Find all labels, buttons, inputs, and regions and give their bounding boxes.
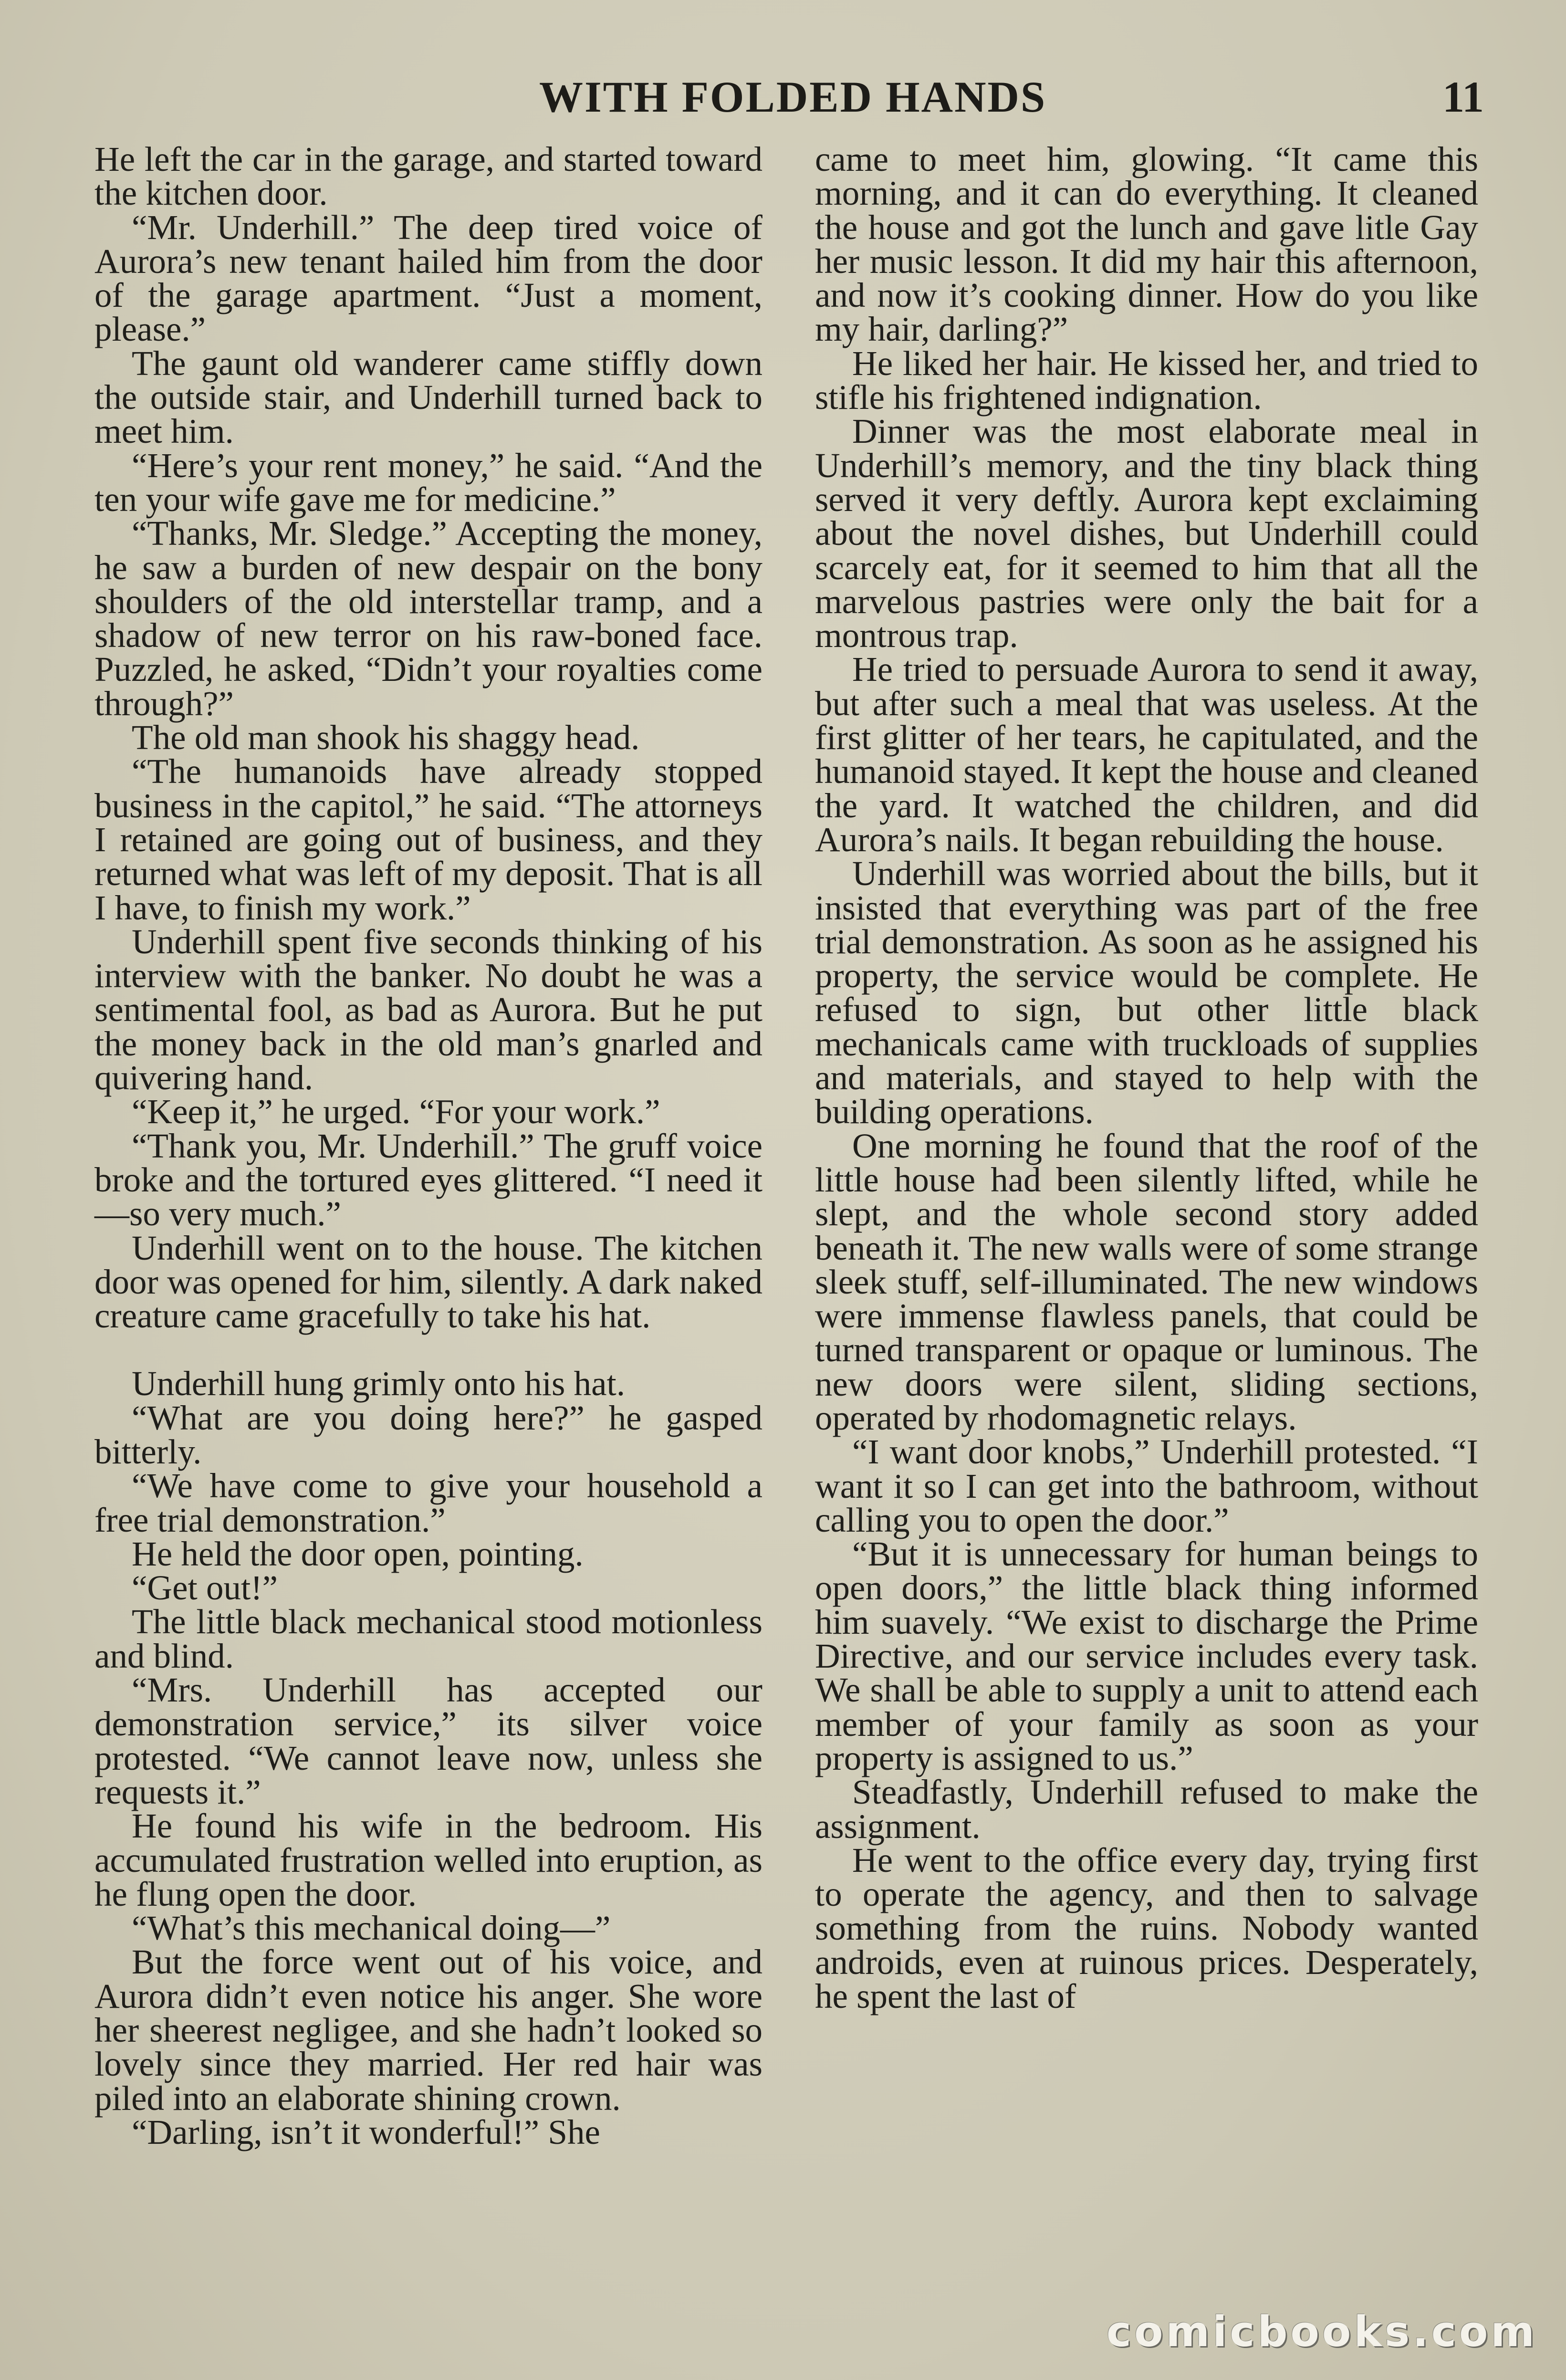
paragraph: “Get out!” [132,1568,278,1608]
paragraph: One morning he found that the roof of the little house had been silently lifted, while he slept, and the whole second story added beneath it. The new walls were of some strange sleek stuff, self-illuminated. The new windows were immense flawless panels, that could be turned transparent or opaque or luminous. The new doors were silent, sliding sections, operated by rhodomagnetic relays. [815,1126,1478,1437]
running-title: WITH FOLDED HANDS [539,73,1047,121]
page-number: 11 [1442,73,1484,121]
paragraph: “Thanks, Mr. Sledge.” Accepting the money, he saw a burden of new despair on the bony shoulders of the old interstellar tramp, and a shadow of new terror on his raw-boned face. Puzzled, he asked, “Didn’t your royalties come through?” [94,514,762,723]
paragraph: He held the door open, pointing. [132,1534,584,1573]
paragraph: “The humanoids have already stopped business in the capitol,” he said. “The attorneys I retained are going out of business, and they returned what was left of my deposit. That is all I have, to finish my work.” [94,752,762,927]
paragraph: “Keep it,” he urged. “For your work.” [132,1092,660,1131]
paragraph: Underhill went on to the house. The kitchen door was opened for him, silently. A dark naked creature came gracefully to take his hat. [94,1228,762,1336]
paragraph: Underhill was worried about the bills, but it insisted that everything was part of the free trial demonstration. As soon as he assigned his property, the service would be complete. He refused to sign, but other little black mechanicals came with truckloads of supplies and materials, and stayed to help with the building operations. [815,854,1478,1131]
right-text-column [815,140,1478,2016]
paragraph: “Darling, isn’t it wonderful!” She [132,2112,600,2151]
left-text-column [94,142,762,2149]
paragraph: Underhill hung grimly onto his hat. [132,1364,626,1403]
paragraph: Dinner was the most elaborate meal in Underhill’s memory, and the tiny black thing served it very deftly. Aurora kept exclaiming about the novel dishes, but Underhill could scarcely eat, for it seemed to him that all the marvelous pastries were only the bait for a montrous trap. [815,412,1478,655]
paragraph: But the force went out of his voice, and Aurora didn’t even notice his anger. She wore her sheerest negligee, and she hadn’t looked so lovely since they married. Her red hair was piled into an elaborate shining crown. [94,1942,762,2118]
paragraph: “Mr. Underhill.” The deep tired voice of Aurora’s new tenant hailed him from the door of the garage apartment. “Just a moment, please.” [94,208,762,349]
paragraph: The gaunt old wanderer came stiffly down the outside stair, and Underhill turned back to meet him. [94,344,762,451]
paragraph: The little black mechanical stood motionless and blind. [94,1602,762,1675]
paragraph: He left the car in the garage, and started toward the kitchen door. [94,140,762,213]
paragraph: He went to the office every day, trying first to operate the agency, and then to salvage something from the ruins. Nobody wanted androids, even at ruinous prices. Desperately, he spent the last of [815,1840,1478,2016]
paragraph: “Thank you, Mr. Underhill.” The gruff voice broke and the tortured eyes glittered. “I need it—so very much.” [94,1126,762,1233]
paragraph: “But it is unnecessary for human beings to open doors,” the little black thing informed him suavely. “We exist to discharge the Prime Directive, and our service includes every task. We shall be able to supply a unit to attend each member of your family as soon as your property is assigned to us.” [815,1534,1478,1777]
site-watermark: comicbooks.com [1106,2307,1537,2356]
paragraph: “What are you doing here?” he gasped bitterly. [94,1398,762,1471]
paragraph: “Here’s your rent money,” he said. “And the ten your wife gave me for medicine.” [94,446,762,519]
paragraph: “I want door knobs,” Underhill protested. “I want it so I can get into the bathroom, without calling you to open the door.” [815,1432,1478,1539]
paragraph: He liked her hair. He kissed her, and tried to stifle his frightened indignation. [815,344,1478,417]
paragraph: “Mrs. Underhill has accepted our demonstration service,” its silver voice protested. “We cannot leave now, unless she requests it.” [94,1670,762,1811]
section-break [94,1333,762,1367]
paragraph: “We have come to give your household a free trial demonstration.” [94,1466,762,1539]
paragraph: He tried to persuade Aurora to send it away, but after such a meal that was useless. At the first glitter of her tears, he capitulated, and the humanoid stayed. It kept the house and cleaned the yard. It watched the children, and did Aurora’s nails. It began rebuilding the house. [815,650,1478,859]
paragraph: came to meet him, glowing. “It came this morning, and it can do everything. It cleaned the house and got the lunch and gave litle Gay her music lesson. It did my hair this afternoon, and now it’s cooking dinner. How do you like my hair, darling?” [815,140,1478,349]
paragraph: Underhill spent five seconds thinking of his interview with the banker. No doubt he was a sentimental fool, as bad as Aurora. But he put the money back in the old man’s gnarled and quivering hand. [94,922,762,1097]
paragraph: Steadfastly, Underhill refused to make the assignment. [815,1773,1478,1846]
paragraph: He found his wife in the bedroom. His accumulated frustration welled into eruption, as he flung open the door. [94,1806,762,1913]
running-header [95,72,1484,129]
paragraph: The old man shook his shaggy head. [132,718,640,757]
paragraph: “What’s this mechanical doing—” [132,1909,611,1948]
